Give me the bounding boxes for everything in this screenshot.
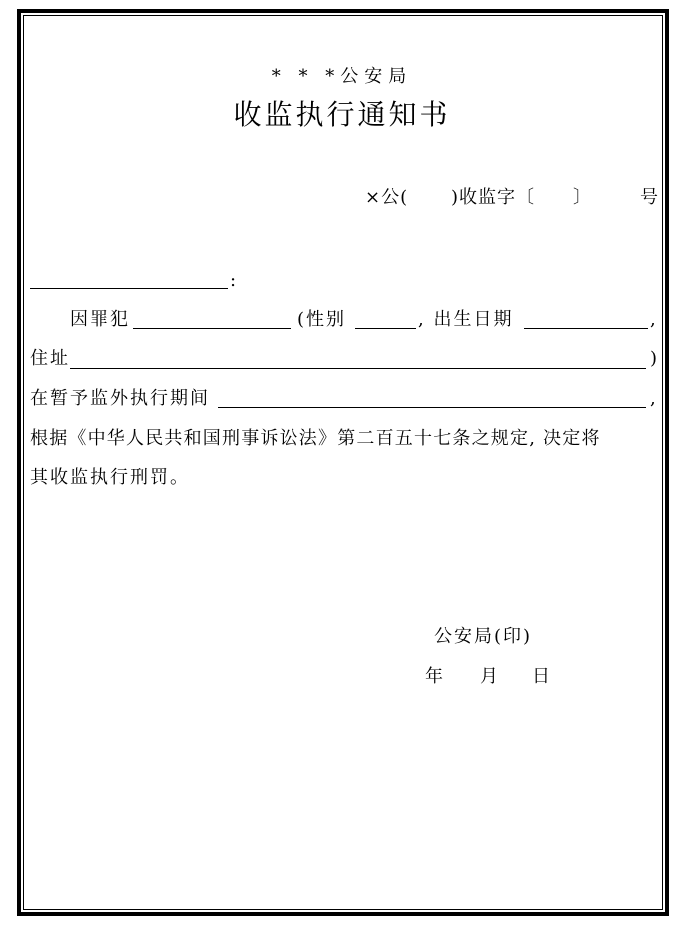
- issuing-authority: * * *公安局: [271, 66, 413, 87]
- date-month-label: 月: [480, 666, 500, 687]
- document-inner-border: [23, 15, 663, 910]
- seal-org-label: 公安局(印): [434, 626, 533, 647]
- document-title: 收监执行通知书: [233, 98, 451, 131]
- decision-text: 其收监执行刑罚。: [30, 467, 190, 488]
- doc-number-suffix: 号: [640, 187, 660, 208]
- line3-comma: ,: [650, 388, 658, 409]
- address-close-paren: ): [650, 348, 660, 369]
- date-year-label: 年: [425, 666, 445, 687]
- birth-date-label: , 出生日期: [418, 309, 514, 330]
- criminal-name-blank-line: [133, 328, 291, 329]
- gender-label: (性别: [297, 309, 347, 330]
- birth-date-blank-line: [524, 328, 648, 329]
- doc-number-middle: )收监字〔: [451, 187, 536, 208]
- doc-number-prefix: ×公(: [365, 187, 409, 208]
- gender-blank-line: [355, 328, 416, 329]
- address-label: 住址: [30, 348, 70, 369]
- period-label: 在暂予监外执行期间: [30, 388, 210, 409]
- address-blank-line: [70, 368, 646, 369]
- line1-comma: ,: [650, 309, 658, 330]
- recipient-colon: :: [230, 270, 239, 291]
- criminal-label: 因罪犯: [70, 309, 130, 330]
- period-blank-line: [218, 407, 646, 408]
- doc-number-bracket-close: 〕: [573, 187, 593, 208]
- legal-basis-text: 根据《中华人民共和国刑事诉讼法》第二百五十七条之规定, 决定将: [30, 428, 601, 449]
- recipient-blank-line: [30, 288, 228, 289]
- date-day-label: 日: [532, 666, 552, 687]
